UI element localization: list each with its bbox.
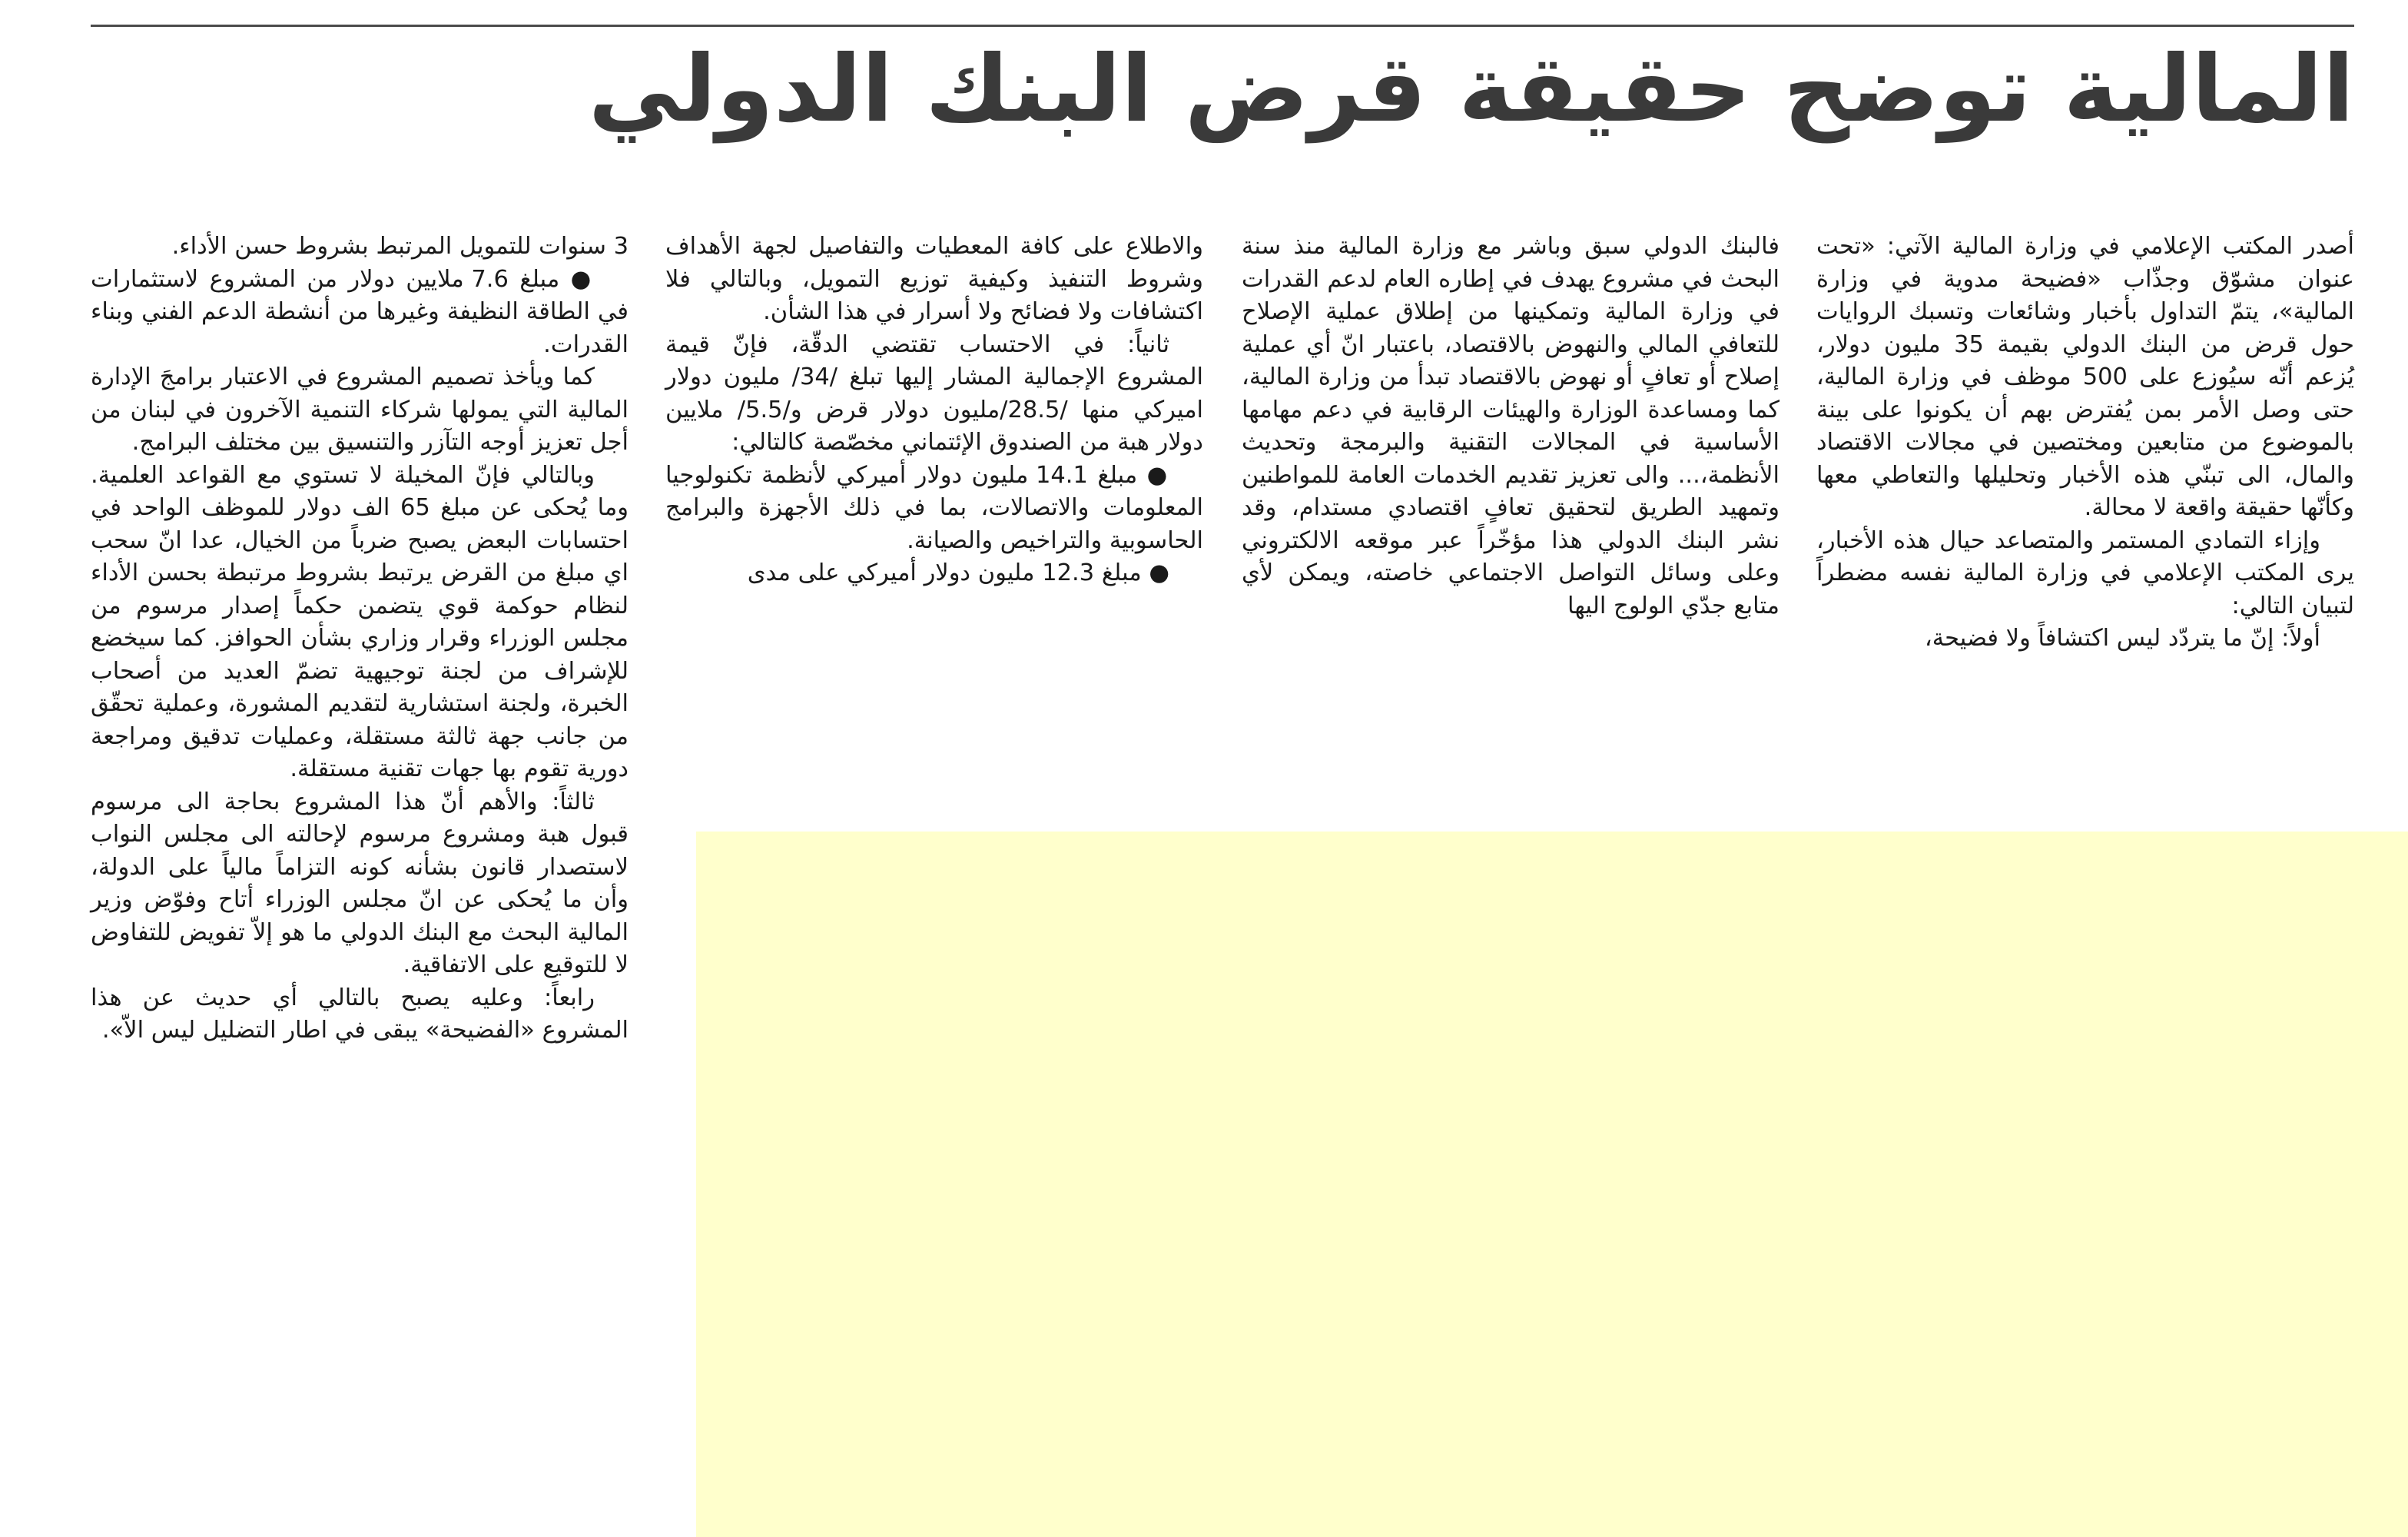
article-column-3 [665,231,1203,590]
bullet-item: ● مبلغ 14.1 مليون دولار أميركي لأنظمة تكنولوجيا المعلومات والاتصالات، بما في ذلك الأجهزة والبرامج الحاسوبية والتراخيص والصيانة. [665,461,1203,554]
paragraph: كما ويأخذ تصميم المشروع في الاعتبار برامجَ الإدارة المالية التي يمولها شركاء التنمية الآخرون في لبنان من أجل تعزيز أوجه التآزر والتنسيق بين مختلف البرامج. [91,364,629,456]
paragraph: ثالثاً: والأهم أنّ هذا المشروع بحاجة الى مرسوم قبول هبة ومشروع مرسوم لإحالته الى مجلس النواب لاستصدار قانون بشأنه كونه التزاماً مالياً على الدولة، وأن ما يُحكى عن انّ مجلس الوزراء أتاح وفوّض وزير المالية البحث مع البنك الدولي ما هو إلاّ تفويض للتفاوض لا للتوقيع على الاتفاقية. [91,788,629,978]
paragraph: وإزاء التمادي المستمر والمتصاعد حيال هذه الأخبار، يرى المكتب الإعلامي في وزارة المالية نفسه مضطراً لتبيان التالي: [1816,526,2354,619]
article-column-2 [1242,231,1779,622]
article-headline: المالية توضح حقيقة قرض البنك الدولي [588,36,2354,143]
paragraph: أصدر المكتب الإعلامي في وزارة المالية الآتي: «تحت عنوان مشوّق وجذّاب «فضيحة مدوية في وزارة المالية»، يتمّ التداول بأخبار وشائعات وتسبك الروايات حول قرض من البنك الدولي بقيمة 35 مليون دولار، يُزعم أنّه سيُوزع على 500 موظف في وزارة المالية، حتى وصل الأمر بمن يُفترض بهم أن يكونوا على بينة بالموضوع من متابعين ومختصين في مجالات الاقتصاد والمال، الى تبنّي هذه الأخبار وتحليلها والتعاطي معها وكأنّها حقيقة واقعة لا محالة. [1816,233,2355,521]
bullet-item: ● مبلغ 7.6 ملايين دولار من المشروع لاستثمارات في الطاقة النظيفة وغيرها من أنشطة الدعم الفني وبناء القدرات. [91,265,629,358]
article-column-4 [91,231,629,1047]
paragraph: أولاً: إنّ ما يتردّد ليس اكتشافاً ولا فضيحة، [1924,625,2320,652]
top-rule [91,25,2354,27]
paragraph: وبالتالي فإنّ المخيلة لا تستوي مع القواعد العلمية. وما يُحكى عن مبلغ 65 الف دولار للموظف الواحد في احتسابات البعض يصبح ضرباً من الخيال، عدا انّ سحب اي مبلغ من القرض يرتبط بشروط مرتبطة بحسن الأداء لنظام حوكمة قوي يتضمن حكماً إصدار مرسوم من مجلس الوزراء وقرار وزاري بشأن الحوافز. كما سيخضع للإشراف من لجنة توجيهية تضمّ العديد من أصحاب الخبرة، ولجنة استشارية لتقديم المشورة، وعملية تحقّق من جانب جهة ثالثة مستقلة، وعمليات تدقيق ومراجعة دورية تقوم بها جهات تقنية مستقلة. [91,461,629,782]
paragraph: فالبنك الدولي سبق وباشر مع وزارة المالية منذ سنة البحث في مشروع يهدف في إطاره العام لدعم القدرات في وزارة المالية وتمكينها من إطلاق عملية الإصلاح للتعافي المالي والنهوض بالاقتصاد، باعتبار انّ أي عملية إصلاح أو تعافٍ أو نهوض بالاقتصاد تبدأ من وزارة المالية، كما ومساعدة الوزارة والهيئات الرقابية في دعم مهامها الأساسية في المجالات التقنية والبرمجة وتحديث الأنظمة،... والى تعزيز تقديم الخدمات العامة للمواطنين وتمهيد الطريق لتحقيق تعافٍ اقتصادي مستدام، وقد نشر البنك الدولي هذا مؤخّراً عبر موقعه الالكتروني وعلى وسائل التواصل الاجتماعي خاصته، ويمكن لأي متابع جدّي الولوج اليها [1242,233,1779,619]
bullet-item: ● مبلغ 12.3 مليون دولار أميركي على مدى [747,559,1169,586]
paragraph: ثانياً: في الاحتساب تقتضي الدقّة، فإنّ قيمة المشروع الإجمالية المشار إليها تبلغ /34/ مليون دولار اميركي منها /28.5/مليون دولار قرض و/5.5/ ملايين دولار هبة من الصندوق الإئتماني مخصّصة كالتالي: [665,330,1204,456]
paragraph: 3 سنوات للتمويل المرتبط بشروط حسن الأداء. [171,233,629,260]
paragraph: والاطلاع على كافة المعطيات والتفاصيل لجهة الأهداف وشروط التنفيذ وكيفية توزيع التمويل، وبالتالي فلا اكتشافات ولا فضائح ولا أسرار في هذا الشأن. [665,233,1203,325]
paragraph: رابعاً: وعليه يصبح بالتالي أي حديث عن هذا المشروع «الفضيحة» يبقى في اطار التضليل ليس الاّ». [91,984,629,1044]
article-column-1 [1816,231,2354,656]
advertisement-placeholder [696,832,2408,1537]
